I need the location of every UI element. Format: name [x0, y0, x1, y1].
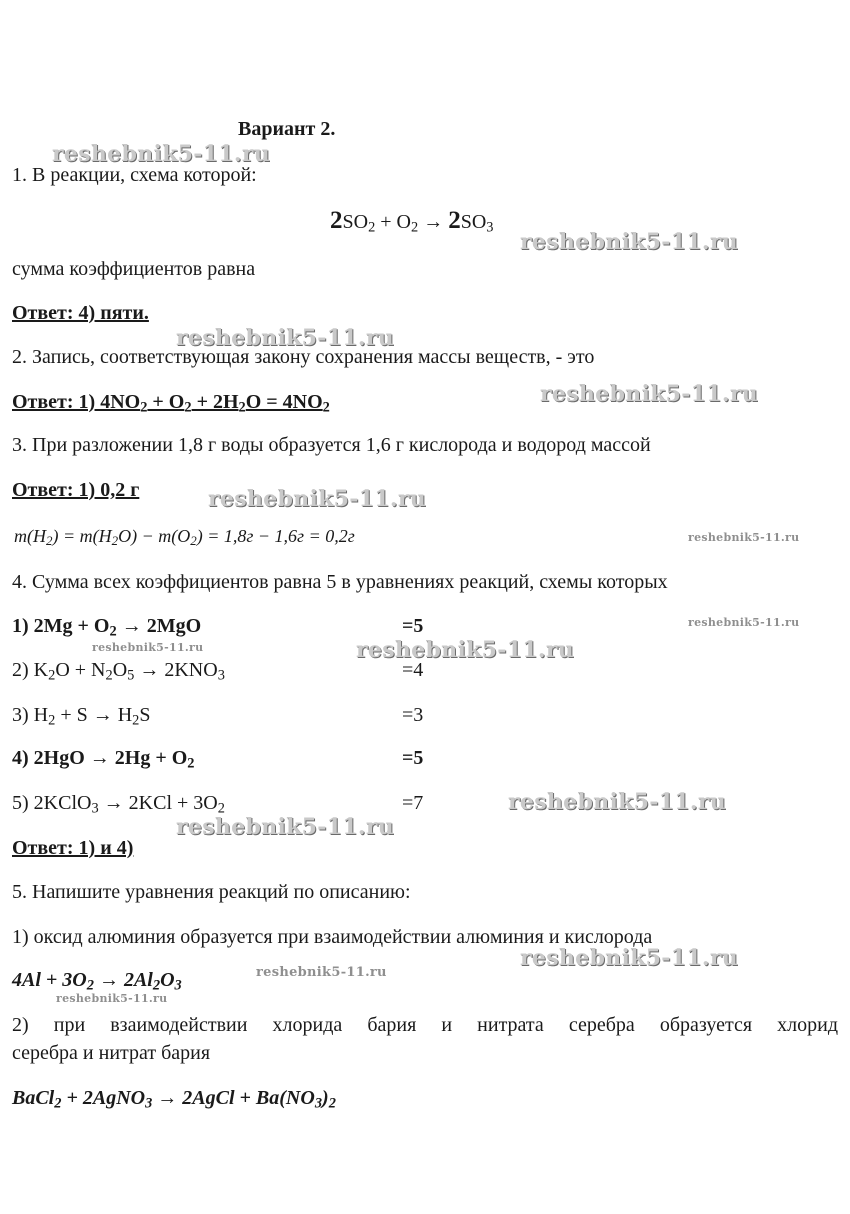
subscript: 3: [217, 667, 225, 684]
formula-part: SO: [342, 211, 369, 233]
reaction-row-4: [12, 746, 195, 770]
question-5-equation-1: [12, 968, 182, 992]
watermark: reshebnik5-11.ru: [56, 992, 168, 1005]
subscript: 2: [187, 755, 195, 772]
reaction-row-3-sum: =3: [402, 704, 424, 726]
question-5-text: 5. Напишите уравнения реакций по описанию:: [12, 881, 411, 903]
subscript: 2: [184, 399, 192, 416]
subscript: 2: [152, 977, 161, 994]
subscript: 2: [86, 977, 94, 994]
formula-part: O) − m(O: [118, 526, 191, 546]
question-1-text: 1. В реакции, схема которой:: [12, 164, 257, 186]
formula-part: 4Al + 3O: [12, 969, 87, 991]
subscript: 2: [132, 712, 140, 729]
watermark: reshebnik5-11.ru: [356, 637, 575, 663]
watermark: reshebnik5-11.ru: [92, 641, 204, 654]
subscript: 2: [238, 399, 246, 416]
formula-part: Ответ: 1) 4NO: [12, 391, 141, 413]
question-1-answer: Ответ: 4) пяти.: [12, 302, 149, 324]
watermark: reshebnik5-11.ru: [520, 229, 739, 255]
subscript: 2: [328, 1095, 336, 1112]
formula-part: ) = m(H: [52, 526, 112, 546]
watermark: reshebnik5-11.ru: [508, 789, 727, 815]
coef-2: 2: [448, 207, 461, 234]
question-5-equation-2: [12, 1086, 336, 1110]
formula-part: SO: [460, 211, 487, 233]
subscript: 3: [486, 219, 494, 236]
watermark: reshebnik5-11.ru: [176, 814, 395, 840]
watermark: reshebnik5-11.ru: [176, 325, 395, 351]
question-1-equation: [330, 209, 494, 234]
formula-part: 2) K: [12, 659, 49, 681]
watermark: reshebnik5-11.ru: [520, 945, 739, 971]
subscript: 2: [109, 623, 117, 640]
formula-part: → 2KNO: [134, 659, 218, 681]
page-title: Вариант 2.: [238, 118, 336, 140]
question-5-part-1: 1) оксид алюминия образуется при взаимодействии алюминия и кислорода: [12, 926, 653, 948]
subscript: 3: [174, 977, 182, 994]
subscript: 2: [48, 712, 56, 729]
subscript: 2: [140, 399, 148, 416]
formula-part: → 2KCl + 3O: [98, 792, 218, 814]
question-1-text-2: сумма коэффициентов равна: [12, 258, 256, 280]
question-4-answer: Ответ: 1) и 4): [12, 837, 134, 859]
subscript: 2: [217, 800, 225, 817]
watermark: reshebnik5-11.ru: [52, 141, 271, 167]
reaction-row-1-sum: =5: [402, 615, 424, 637]
watermark: reshebnik5-11.ru: [540, 381, 759, 407]
subscript: 2: [411, 219, 419, 236]
subscript: 2: [190, 533, 197, 549]
question-5-part-2-line-1: 2) при взаимодействии хлорида бария и нитрата серебра образуется хлорид: [12, 1014, 838, 1036]
reaction-row-2-sum: =4: [402, 659, 424, 681]
question-5-part-2-line-2: серебра и нитрат бария: [12, 1042, 211, 1064]
subscript: 2: [54, 1095, 62, 1112]
formula-part: + 2H: [191, 391, 239, 413]
watermark: reshebnik5-11.ru: [688, 531, 800, 544]
formula-part: + O: [375, 211, 412, 233]
subscript: 3: [314, 1095, 323, 1112]
formula-part: 4) 2HgO → 2Hg + O: [12, 747, 188, 769]
subscript: 2: [105, 667, 113, 684]
subscript: 2: [111, 533, 119, 549]
formula-part: O + N: [55, 659, 106, 681]
reaction-row-4-sum: =5: [402, 747, 424, 769]
formula-part: m(H: [14, 526, 46, 546]
formula-part: 5) 2KClO: [12, 792, 92, 814]
question-2-text: 2. Запись, соответствующая закону сохранения массы веществ, - это: [12, 346, 595, 368]
formula-part: BaCl: [12, 1087, 55, 1109]
subscript: 2: [368, 219, 376, 236]
formula-part: O = 4NO: [245, 391, 323, 413]
formula-part: → 2MgO: [116, 615, 202, 637]
question-3-text: 3. При разложении 1,8 г воды образуется 1,6 г кислорода и водород массой: [12, 434, 651, 456]
formula-part: → 2AgCl + Ba(NO: [152, 1087, 315, 1109]
formula-part: ): [322, 1087, 329, 1109]
reaction-row-2: [12, 658, 225, 682]
question-3-answer: Ответ: 1) 0,2 г: [12, 479, 140, 501]
arrow: →: [418, 211, 449, 233]
formula-part: + O: [147, 391, 185, 413]
question-3-formula: [14, 524, 355, 548]
reaction-row-5: [12, 791, 225, 815]
coef-1: 2: [330, 207, 343, 234]
formula-part: → 2Al: [93, 969, 153, 991]
watermark: reshebnik5-11.ru: [208, 486, 427, 512]
formula-part: O: [160, 969, 175, 991]
subscript: 3: [91, 800, 99, 817]
reaction-row-5-sum: =7: [402, 792, 424, 814]
watermark: reshebnik5-11.ru: [688, 616, 800, 629]
formula-part: O: [112, 659, 128, 681]
question-2-answer: [12, 390, 330, 414]
formula-part: + 2AgNO: [61, 1087, 146, 1109]
question-4-text: 4. Сумма всех коэффициентов равна 5 в уравнениях реакций, схемы которых: [12, 571, 668, 593]
reaction-row-1: [12, 614, 201, 638]
watermark: reshebnik5-11.ru: [256, 965, 387, 980]
subscript: 2: [46, 533, 53, 549]
subscript: 5: [127, 667, 135, 684]
formula-part: S: [139, 704, 151, 726]
subscript: 2: [48, 667, 56, 684]
formula-part: ) = 1,8г − 1,6г = 0,2г: [196, 526, 355, 546]
subscript: 2: [322, 399, 330, 416]
reaction-row-3: [12, 703, 151, 727]
subscript: 3: [145, 1095, 153, 1112]
formula-part: 3) H: [12, 704, 49, 726]
formula-part: 1) 2Mg + O: [12, 615, 110, 637]
formula-part: + S → H: [55, 704, 133, 726]
